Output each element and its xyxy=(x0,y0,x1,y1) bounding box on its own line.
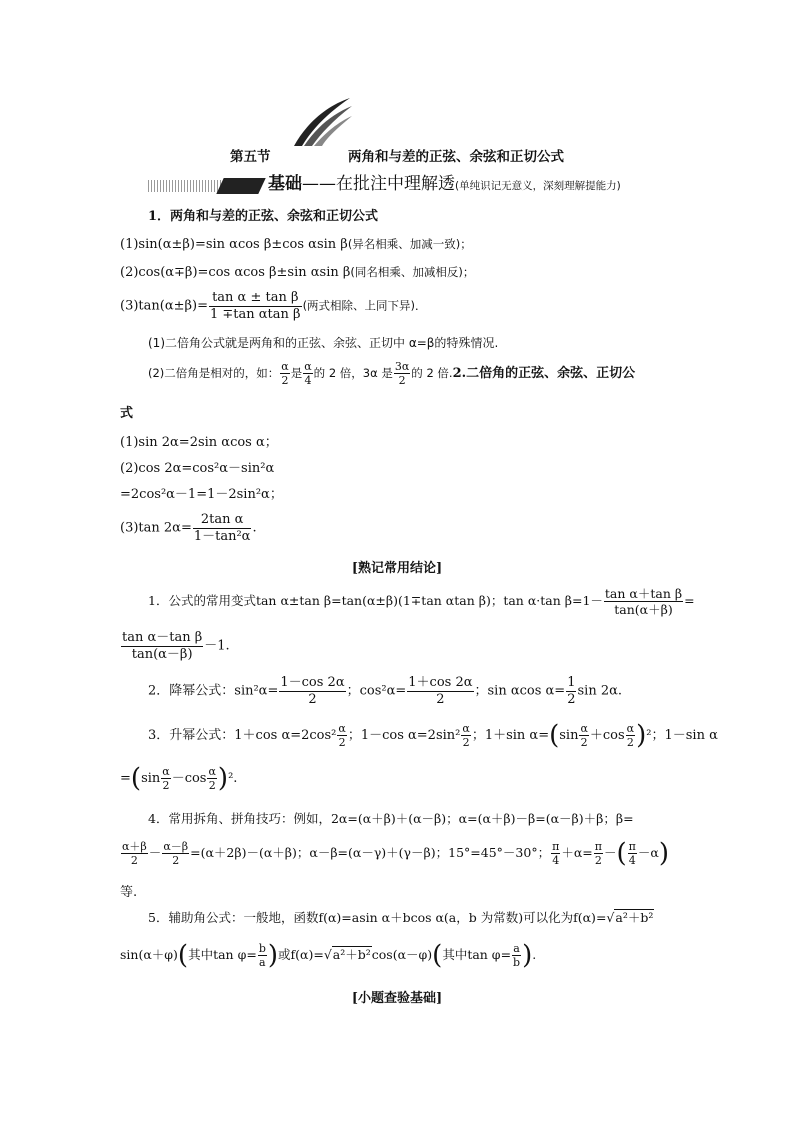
numerator: 1－cos 2α xyxy=(280,675,345,690)
denominator: tan(α－β) xyxy=(121,646,203,663)
section-name: 两角和与差的正弦、余弦和正切公式 xyxy=(347,149,564,165)
conclusion-3 xyxy=(148,722,718,749)
conclusion-5: 5．辅助角公式：一般地，函数f(α)=asin α＋bcos α(a，b 为常数)可以化为f(α)=√a²＋b² xyxy=(148,910,654,925)
numerator: α xyxy=(462,722,470,735)
numerator: π xyxy=(552,840,560,853)
formula-cos-sum xyxy=(120,266,474,279)
denominator: 2 xyxy=(626,736,634,750)
formula-text: － xyxy=(148,845,162,861)
annotation: (同名相乘、加减相反)； xyxy=(350,265,475,279)
numerator: α xyxy=(281,360,289,373)
numerator: π xyxy=(594,840,602,853)
denominator: 2 xyxy=(462,736,470,750)
formula-text: ；cos²α= xyxy=(346,683,407,699)
formula-text: ＋α= xyxy=(561,845,593,861)
numerator: α xyxy=(580,722,588,735)
radicand: a²＋b² xyxy=(332,947,371,963)
swoosh-logo-icon xyxy=(292,96,354,148)
annotation: 的 2 倍，3α 是 xyxy=(313,366,393,381)
formula-cos-double: (2)cos 2α=cos²α－sin²α xyxy=(120,461,275,476)
denominator: 2 xyxy=(121,853,148,867)
banner-bar xyxy=(216,178,265,194)
conclusion-4-end: 等. xyxy=(120,885,138,900)
paren-open: ( xyxy=(177,940,189,971)
banner-main: 基础 xyxy=(268,174,302,194)
formula-text: ². xyxy=(228,771,238,787)
paren-open: ( xyxy=(130,763,142,794)
numerator: tan α＋tan β xyxy=(604,586,683,601)
foundation-banner xyxy=(148,176,678,198)
formula-text: ；1＋sin α= xyxy=(471,728,550,744)
formula-text: sin(α＋φ) xyxy=(120,947,178,963)
banner-dots xyxy=(148,180,228,192)
formula-text: sin xyxy=(141,771,161,787)
formula-text: 2．降幂公式：sin²α= xyxy=(148,683,279,699)
denominator: a xyxy=(259,956,266,970)
radicand: a²＋b² xyxy=(615,910,654,925)
annotation: 是 xyxy=(290,366,303,381)
paren-open: ( xyxy=(432,940,443,971)
annotation: (两式相除、上同下异)． xyxy=(302,298,427,313)
conclusion-5-cont: sin(α＋φ)(其中tan φ= $\frac{b}{a}$ )或f(α)=√a²＋b²cos(α－φ)(其中tan φ= $\frac{a}{b}$ ). xyxy=(120,940,537,971)
formula-text: 5．辅助角公式：一般地，函数f(α)=asin α＋bcos α(a，b 为常数)可以化为f(α)= xyxy=(148,910,607,925)
numerator: α xyxy=(208,765,216,778)
denominator: tan(α＋β) xyxy=(604,601,683,617)
numerator: α＋β xyxy=(122,840,147,853)
formula-text: (2)cos(α∓β)=cos αcos β±sin αsin β xyxy=(120,265,351,280)
formula-text: － xyxy=(603,845,617,861)
formula-cos-double-alt: =2cos²α－1=1－2sin²α； xyxy=(120,487,283,502)
conclusion-2 xyxy=(148,675,622,707)
formula-sin-double: (1)sin 2α=2sin αcos α； xyxy=(120,435,278,450)
numerator: 3α xyxy=(394,360,410,373)
numerator: α xyxy=(162,765,170,778)
annotation: (异名相乘、加减一致)； xyxy=(347,237,472,251)
formula-tan-double xyxy=(120,512,257,544)
formula-text: －α xyxy=(637,845,659,861)
paren-close: ) xyxy=(522,940,533,971)
formula-text: 或f(α)= xyxy=(278,947,324,963)
numerator: α－β xyxy=(163,840,189,853)
paren-open: ( xyxy=(616,838,627,869)
numerator: tan α－tan β xyxy=(122,630,203,645)
denominator: 2 xyxy=(162,779,170,793)
denominator: 2 xyxy=(394,373,410,387)
formula-text: sin xyxy=(559,728,579,744)
paren-close: ) xyxy=(636,720,647,751)
formula-text: －cos xyxy=(171,771,207,787)
numerator: 1＋cos 2α xyxy=(408,675,473,690)
formula-text: cos(α－φ) xyxy=(371,947,433,963)
denominator: 2 xyxy=(407,691,473,708)
formula-text: sin 2α. xyxy=(577,683,623,699)
numerator: a xyxy=(513,942,520,955)
numerator: α xyxy=(304,360,312,373)
numerator: tan α ± tan β xyxy=(212,290,299,305)
numerator: b xyxy=(258,942,266,955)
denominator: 4 xyxy=(628,854,636,868)
conclusion-1 xyxy=(148,586,695,617)
banner-note: (单纯识记无意义，深刻理解提能力) xyxy=(455,180,621,192)
formula-text: (3)tan 2α= xyxy=(120,520,192,536)
formula-text: =(α＋2β)－(α＋β)；α－β=(α－γ)＋(γ－β)；15°=45°－30°； xyxy=(190,845,551,861)
conclusion-4-cont xyxy=(120,840,669,867)
section-number: 第五节 xyxy=(230,149,271,165)
formula-text: ；sin αcos α= xyxy=(474,683,566,699)
denominator: 2 xyxy=(594,854,602,868)
denominator: 2 xyxy=(208,779,216,793)
formula-text: ＋cos xyxy=(589,728,625,744)
paren-close: ) xyxy=(217,763,229,794)
annotation: 的 2 倍. xyxy=(411,366,453,381)
formula-text: = xyxy=(684,593,695,608)
paren-open: ( xyxy=(549,720,560,751)
conclusion-4: 4．常用拆角、拼角技巧：例如，2α=(α＋β)＋(α－β)；α=(α＋β)－β=(α－β)＋β；β= xyxy=(148,811,634,826)
formula-text: 3．升幂公式：1＋cos α=2cos² xyxy=(148,728,337,744)
denominator: 4 xyxy=(304,374,312,388)
note-2 xyxy=(148,360,635,387)
formula-text: ²；1－sin α xyxy=(646,728,718,744)
formula-tan-sum xyxy=(120,290,427,322)
denominator: b xyxy=(513,956,521,970)
formula-text: = xyxy=(120,771,131,787)
paren-close: ) xyxy=(658,838,669,869)
numerator: α xyxy=(626,722,635,735)
denominator: 2 xyxy=(162,853,189,867)
part2-heading: 2.二倍角的正弦、余弦、正切公 xyxy=(452,366,636,382)
formula-text: －1. xyxy=(204,638,230,654)
denominator: 2 xyxy=(338,736,346,750)
conclusion-3-cont xyxy=(120,765,237,792)
denominator: 2 xyxy=(580,736,588,750)
formula-text: 其中tan φ= xyxy=(188,947,257,963)
formula-text: (1)sin(α±β)=sin αcos β±cos αsin β xyxy=(120,237,348,252)
formula-text: 1．公式的常用变式tan α±tan β=tan(α±β)(1∓tan αtan β)；tan α·tan β=1－ xyxy=(148,593,603,608)
denominator: 4 xyxy=(552,854,560,868)
numerator: 1 xyxy=(567,675,576,690)
numerator: α xyxy=(338,722,346,735)
formula-text: 其中tan φ= xyxy=(442,947,512,963)
formula-text: . xyxy=(252,520,257,536)
conclusions-heading: [熟记常用结论] xyxy=(351,561,443,576)
section-title xyxy=(0,145,794,165)
quiz-heading: [小题查验基础] xyxy=(351,991,443,1006)
denominator: 1 ∓tan αtan β xyxy=(210,306,301,322)
denominator: 2 xyxy=(279,691,345,708)
note-1: (1)二倍角公式就是两角和的正弦、余弦、正切中 α=β的特殊情况. xyxy=(148,336,499,350)
formula-text: (3)tan(α±β)= xyxy=(120,298,208,314)
denominator: 2 xyxy=(281,374,289,388)
part1-heading: 1．两角和与差的正弦、余弦和正切公式 xyxy=(148,209,379,224)
conclusion-1-cont xyxy=(120,630,230,662)
banner-rest: ——在批注中理解透 xyxy=(302,174,455,194)
formula-text: ；1－cos α=2sin² xyxy=(347,728,461,744)
denominator: 1－tan²α xyxy=(193,528,251,544)
numerator: 2tan α xyxy=(200,512,244,527)
formula-text: . xyxy=(532,947,537,963)
formula-sin-sum xyxy=(120,238,472,251)
annotation: (2)二倍角是相对的，如： xyxy=(148,366,280,381)
numerator: π xyxy=(628,840,636,853)
paren-close: ) xyxy=(267,940,279,971)
denominator: 2 xyxy=(567,691,576,707)
part2-heading-cont: 式 xyxy=(120,406,134,421)
